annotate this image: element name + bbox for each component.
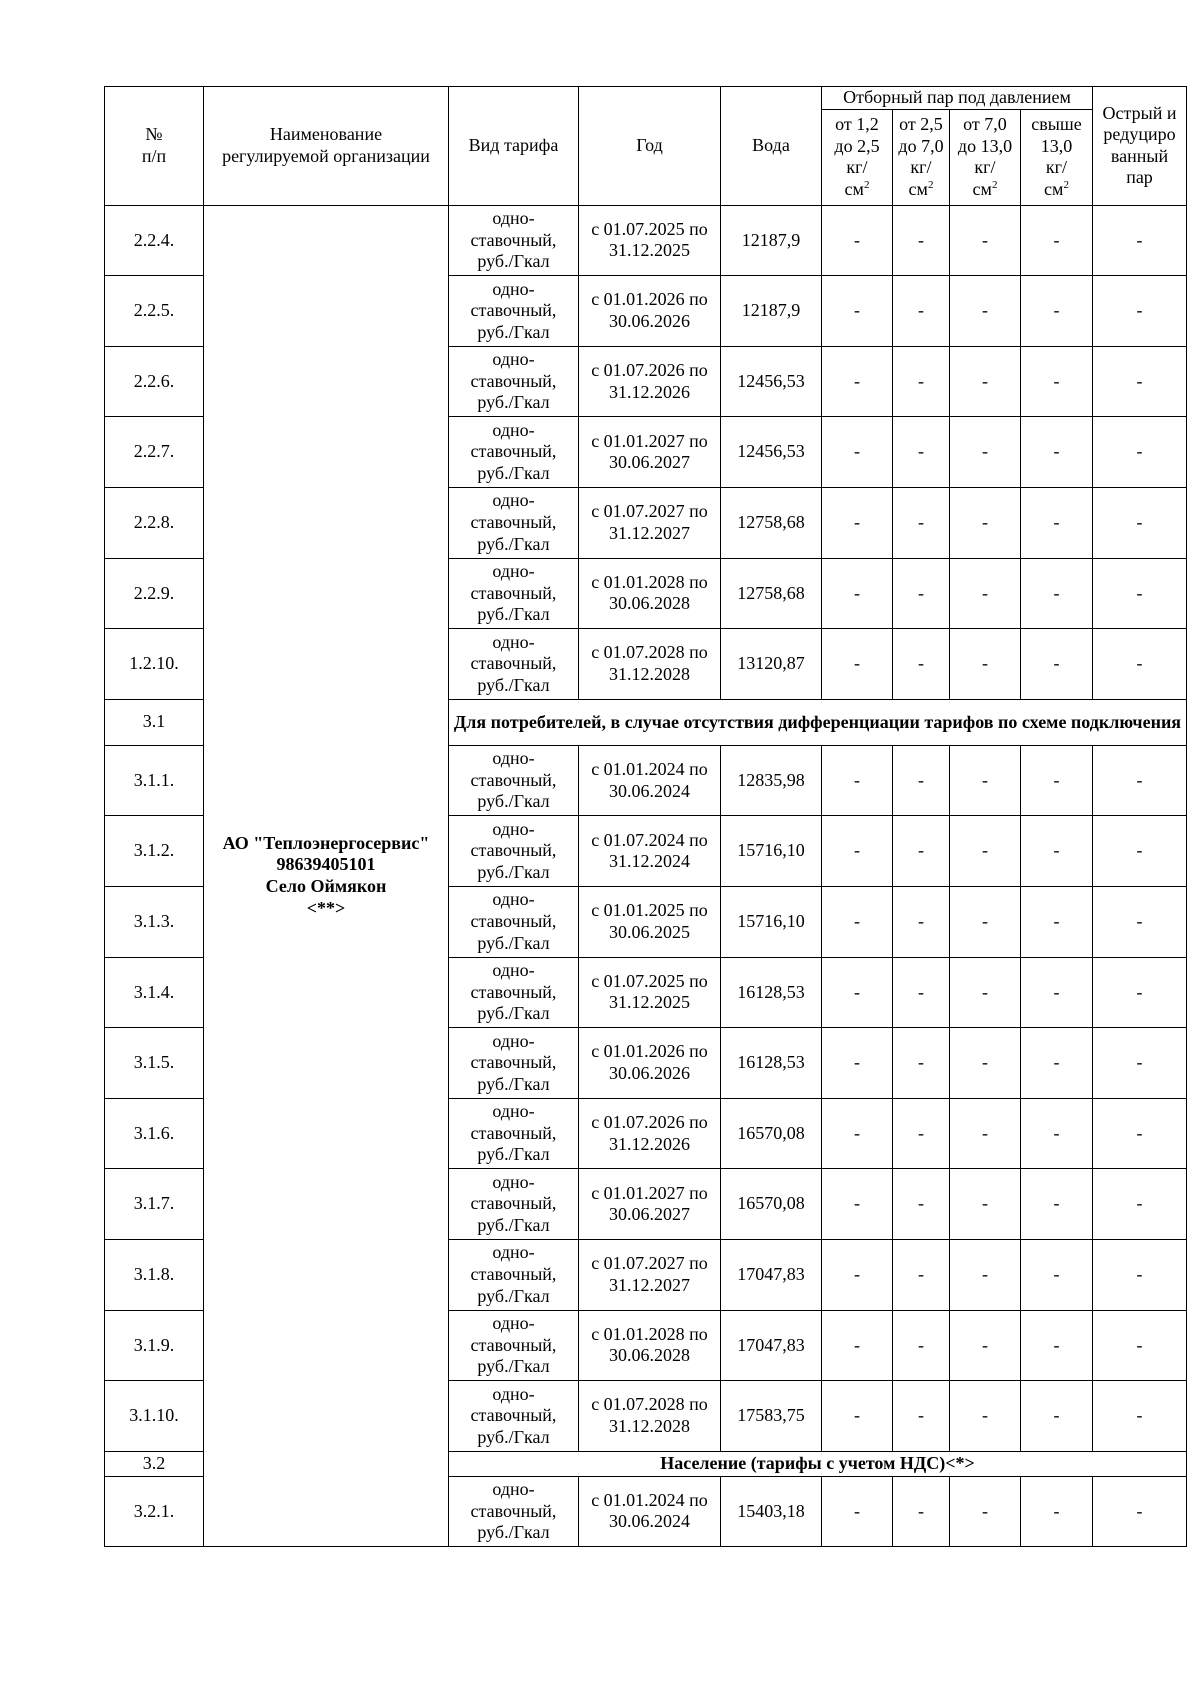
empty-value-dash: - — [893, 276, 950, 347]
tariff-period: с 01.01.2028 по 30.06.2028 — [579, 558, 721, 629]
tariff-type: одно- ставочный, руб./Гкал — [449, 558, 579, 629]
tariff-type: одно- ставочный, руб./Гкал — [449, 1169, 579, 1240]
empty-value-dash: - — [893, 1381, 950, 1452]
water-tariff-value: 12835,98 — [721, 745, 822, 816]
header-steam-over-13-0: свыше 13,0 кг/ $см^2$ — [1021, 109, 1093, 205]
empty-value-dash: - — [1021, 487, 1093, 558]
tariff-type: одно- ставочный, руб./Гкал — [449, 957, 579, 1028]
empty-value-dash: - — [1021, 276, 1093, 347]
empty-value-dash: - — [822, 629, 893, 700]
row-number: 3.1.3. — [105, 886, 204, 957]
empty-value-dash: - — [893, 816, 950, 887]
empty-value-dash: - — [1093, 1169, 1187, 1240]
tariff-type: одно- ставочный, руб./Гкал — [449, 205, 579, 276]
empty-value-dash: - — [893, 1476, 950, 1547]
empty-value-dash: - — [822, 1381, 893, 1452]
empty-value-dash: - — [950, 816, 1021, 887]
tariff-period: с 01.01.2027 по 30.06.2027 — [579, 1169, 721, 1240]
tariff-type: одно- ставочный, руб./Гкал — [449, 1239, 579, 1310]
empty-value-dash: - — [1021, 346, 1093, 417]
empty-value-dash: - — [1021, 1028, 1093, 1099]
empty-value-dash: - — [1093, 957, 1187, 1028]
empty-value-dash: - — [893, 1239, 950, 1310]
header-tariff-type: Вид тарифа — [449, 87, 579, 206]
empty-value-dash: - — [950, 1098, 1021, 1169]
section-title: Для потребителей, в случае отсутствия дифференциации тарифов по схеме подключения — [449, 699, 1187, 745]
tariff-period: с 01.01.2028 по 30.06.2028 — [579, 1310, 721, 1381]
header-steam-1-2-2-5: от 1,2 до 2,5 кг/ $см^2$ — [822, 109, 893, 205]
empty-value-dash: - — [1093, 1381, 1187, 1452]
tariff-type: одно- ставочный, руб./Гкал — [449, 745, 579, 816]
row-number: 2.2.5. — [105, 276, 204, 347]
water-tariff-value: 16128,53 — [721, 957, 822, 1028]
empty-value-dash: - — [893, 558, 950, 629]
empty-value-dash: - — [1021, 1169, 1093, 1240]
tariff-type: одно- ставочный, руб./Гкал — [449, 629, 579, 700]
tariff-period: с 01.01.2024 по 30.06.2024 — [579, 745, 721, 816]
tariff-type: одно- ставочный, руб./Гкал — [449, 346, 579, 417]
empty-value-dash: - — [893, 1098, 950, 1169]
tariff-period: с 01.07.2025 по 31.12.2025 — [579, 957, 721, 1028]
water-tariff-value: 16128,53 — [721, 1028, 822, 1099]
empty-value-dash: - — [1093, 487, 1187, 558]
empty-value-dash: - — [893, 346, 950, 417]
empty-value-dash: - — [1093, 276, 1187, 347]
empty-value-dash: - — [822, 276, 893, 347]
empty-value-dash: - — [950, 1169, 1021, 1240]
section-number: 3.2 — [105, 1451, 204, 1476]
tariff-period: с 01.01.2025 по 30.06.2025 — [579, 886, 721, 957]
water-tariff-value: 17047,83 — [721, 1239, 822, 1310]
empty-value-dash: - — [950, 1028, 1021, 1099]
empty-value-dash: - — [1093, 886, 1187, 957]
water-tariff-value: 15716,10 — [721, 816, 822, 887]
empty-value-dash: - — [822, 745, 893, 816]
empty-value-dash: - — [1021, 1381, 1093, 1452]
empty-value-dash: - — [950, 1310, 1021, 1381]
row-number: 2.2.7. — [105, 417, 204, 488]
empty-value-dash: - — [950, 886, 1021, 957]
tariff-period: с 01.01.2024 по 30.06.2024 — [579, 1476, 721, 1547]
empty-value-dash: - — [950, 629, 1021, 700]
empty-value-dash: - — [950, 1381, 1021, 1452]
row-number: 3.1.1. — [105, 745, 204, 816]
empty-value-dash: - — [893, 1028, 950, 1099]
water-tariff-value: 15403,18 — [721, 1476, 822, 1547]
water-tariff-value: 12187,9 — [721, 276, 822, 347]
empty-value-dash: - — [822, 886, 893, 957]
header-row-top — [105, 87, 1187, 110]
row-number: 3.1.5. — [105, 1028, 204, 1099]
empty-value-dash: - — [893, 487, 950, 558]
row-number: 3.1.7. — [105, 1169, 204, 1240]
section-title: Население (тарифы с учетом НДС)<*> — [449, 1451, 1187, 1476]
tariff-type: одно- ставочный, руб./Гкал — [449, 1476, 579, 1547]
empty-value-dash: - — [950, 346, 1021, 417]
empty-value-dash: - — [822, 1310, 893, 1381]
empty-value-dash: - — [950, 417, 1021, 488]
empty-value-dash: - — [950, 487, 1021, 558]
tariff-period: с 01.07.2026 по 31.12.2026 — [579, 1098, 721, 1169]
row-number: 2.2.6. — [105, 346, 204, 417]
empty-value-dash: - — [1093, 745, 1187, 816]
tariff-period: с 01.07.2024 по 31.12.2024 — [579, 816, 721, 887]
water-tariff-value: 12758,68 — [721, 558, 822, 629]
water-tariff-value: 16570,08 — [721, 1169, 822, 1240]
empty-value-dash: - — [822, 558, 893, 629]
empty-value-dash: - — [1021, 745, 1093, 816]
empty-value-dash: - — [1093, 1028, 1187, 1099]
water-tariff-value: 12456,53 — [721, 417, 822, 488]
empty-value-dash: - — [893, 957, 950, 1028]
empty-value-dash: - — [1021, 558, 1093, 629]
empty-value-dash: - — [822, 957, 893, 1028]
water-tariff-value: 12187,9 — [721, 205, 822, 276]
empty-value-dash: - — [1021, 1476, 1093, 1547]
empty-value-dash: - — [1021, 1239, 1093, 1310]
empty-value-dash: - — [822, 1239, 893, 1310]
tariff-type: одно- ставочный, руб./Гкал — [449, 1310, 579, 1381]
empty-value-dash: - — [1021, 417, 1093, 488]
tariff-type: одно- ставочный, руб./Гкал — [449, 1028, 579, 1099]
header-steam-2-5-7-0: от 2,5 до 7,0 кг/ $см^2$ — [893, 109, 950, 205]
empty-value-dash: - — [1093, 558, 1187, 629]
tariff-period: с 01.07.2028 по 31.12.2028 — [579, 629, 721, 700]
row-number: 2.2.4. — [105, 205, 204, 276]
empty-value-dash: - — [1021, 629, 1093, 700]
empty-value-dash: - — [950, 558, 1021, 629]
tariff-type: одно- ставочный, руб./Гкал — [449, 276, 579, 347]
empty-value-dash: - — [950, 276, 1021, 347]
water-tariff-value: 16570,08 — [721, 1098, 822, 1169]
water-tariff-value: 13120,87 — [721, 629, 822, 700]
water-tariff-value: 15716,10 — [721, 886, 822, 957]
empty-value-dash: - — [950, 1239, 1021, 1310]
tariff-period: с 01.07.2027 по 31.12.2027 — [579, 487, 721, 558]
empty-value-dash: - — [950, 1476, 1021, 1547]
empty-value-dash: - — [1093, 1239, 1187, 1310]
empty-value-dash: - — [822, 346, 893, 417]
tariff-period: с 01.01.2027 по 30.06.2027 — [579, 417, 721, 488]
empty-value-dash: - — [1093, 816, 1187, 887]
water-tariff-value: 17047,83 — [721, 1310, 822, 1381]
empty-value-dash: - — [893, 205, 950, 276]
header-organization: Наименование регулируемой организации — [204, 87, 449, 206]
header-steam-group: Отборный пар под давлением — [822, 87, 1093, 110]
tariff-table — [104, 86, 1187, 1547]
tariff-period: с 01.07.2025 по 31.12.2025 — [579, 205, 721, 276]
tariff-type: одно- ставочный, руб./Гкал — [449, 1098, 579, 1169]
header-sharp-steam: Острый и редуциро ванный пар — [1093, 87, 1187, 206]
row-number: 3.1.6. — [105, 1098, 204, 1169]
empty-value-dash: - — [893, 886, 950, 957]
empty-value-dash: - — [950, 205, 1021, 276]
section-number: 3.1 — [105, 699, 204, 745]
header-steam-7-0-13-0: от 7,0 до 13,0 кг/ $см^2$ — [950, 109, 1021, 205]
row-number: 3.1.10. — [105, 1381, 204, 1452]
empty-value-dash: - — [822, 205, 893, 276]
empty-value-dash: - — [822, 1169, 893, 1240]
tariff-type: одно- ставочный, руб./Гкал — [449, 816, 579, 887]
empty-value-dash: - — [1093, 1098, 1187, 1169]
row-number: 1.2.10. — [105, 629, 204, 700]
water-tariff-value: 17583,75 — [721, 1381, 822, 1452]
header-num: № п/п — [105, 87, 204, 206]
row-number: 2.2.8. — [105, 487, 204, 558]
tariff-period: с 01.07.2028 по 31.12.2028 — [579, 1381, 721, 1452]
empty-value-dash: - — [822, 816, 893, 887]
tariff-period: с 01.07.2027 по 31.12.2027 — [579, 1239, 721, 1310]
empty-value-dash: - — [893, 629, 950, 700]
empty-value-dash: - — [1093, 1310, 1187, 1381]
header-year: Год — [579, 87, 721, 206]
row-number: 3.1.4. — [105, 957, 204, 1028]
row-number: 3.1.2. — [105, 816, 204, 887]
empty-value-dash: - — [1021, 1310, 1093, 1381]
empty-value-dash: - — [822, 417, 893, 488]
empty-value-dash: - — [950, 745, 1021, 816]
empty-value-dash: - — [893, 1169, 950, 1240]
water-tariff-value: 12758,68 — [721, 487, 822, 558]
empty-value-dash: - — [1021, 1098, 1093, 1169]
empty-value-dash: - — [822, 1098, 893, 1169]
tariff-period: с 01.07.2026 по 31.12.2026 — [579, 346, 721, 417]
tariff-type: одно- ставочный, руб./Гкал — [449, 1381, 579, 1452]
tariff-type: одно- ставочный, руб./Гкал — [449, 417, 579, 488]
empty-value-dash: - — [893, 417, 950, 488]
row-number: 3.1.9. — [105, 1310, 204, 1381]
tariff-period: с 01.01.2026 по 30.06.2026 — [579, 276, 721, 347]
empty-value-dash: - — [822, 1476, 893, 1547]
table-row — [105, 205, 1187, 276]
row-number: 3.1.8. — [105, 1239, 204, 1310]
row-number: 2.2.9. — [105, 558, 204, 629]
empty-value-dash: - — [950, 957, 1021, 1028]
empty-value-dash: - — [1093, 205, 1187, 276]
row-number: 3.2.1. — [105, 1476, 204, 1547]
empty-value-dash: - — [1021, 886, 1093, 957]
tariff-type: одно- ставочный, руб./Гкал — [449, 886, 579, 957]
empty-value-dash: - — [822, 487, 893, 558]
empty-value-dash: - — [1093, 346, 1187, 417]
header-water: Вода — [721, 87, 822, 206]
empty-value-dash: - — [1093, 629, 1187, 700]
empty-value-dash: - — [1021, 957, 1093, 1028]
empty-value-dash: - — [1093, 1476, 1187, 1547]
empty-value-dash: - — [1021, 205, 1093, 276]
tariff-period: с 01.01.2026 по 30.06.2026 — [579, 1028, 721, 1099]
empty-value-dash: - — [1093, 417, 1187, 488]
water-tariff-value: 12456,53 — [721, 346, 822, 417]
empty-value-dash: - — [1021, 816, 1093, 887]
empty-value-dash: - — [822, 1028, 893, 1099]
empty-value-dash: - — [893, 745, 950, 816]
empty-value-dash: - — [893, 1310, 950, 1381]
organization-name: АО "Теплоэнергосервис" 98639405101 Село Оймякон <**> — [204, 205, 449, 1547]
tariff-type: одно- ставочный, руб./Гкал — [449, 487, 579, 558]
